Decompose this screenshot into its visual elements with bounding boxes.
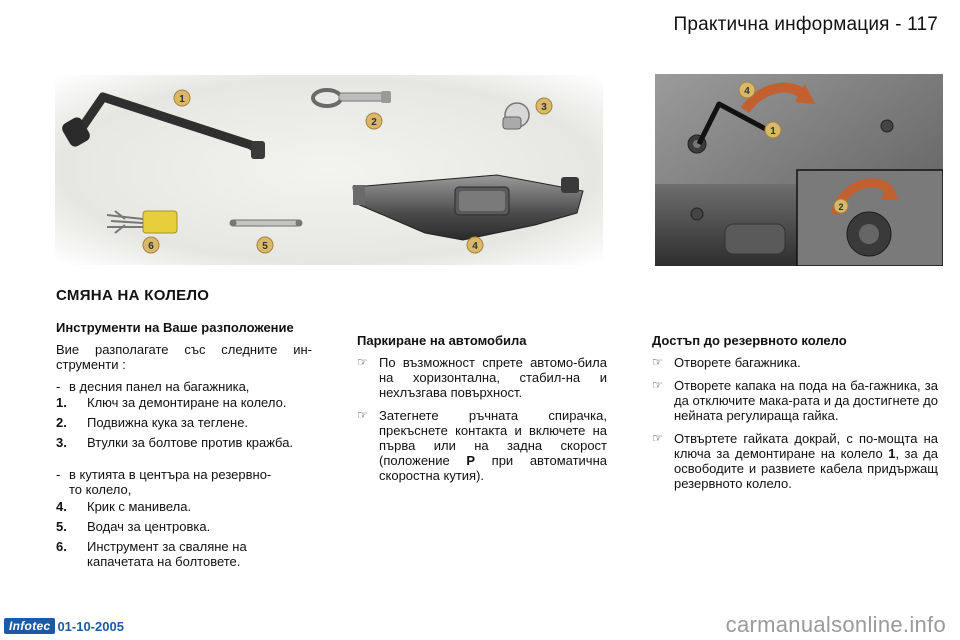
group-2-text-cont: то колело, xyxy=(69,482,132,497)
hand-pointer-icon: ☞ xyxy=(652,431,663,445)
centering-guide-icon xyxy=(230,220,303,227)
item-number: 6. xyxy=(56,539,67,554)
group-2-text: в кутията в центъра на резервно- xyxy=(69,467,272,482)
hand-pointer-icon: ☞ xyxy=(357,355,368,369)
item-number: 2. xyxy=(56,415,67,430)
bullet-item xyxy=(357,408,607,483)
tools-column xyxy=(56,320,312,574)
list-item xyxy=(56,539,312,569)
tools-drawing xyxy=(55,75,603,265)
item-text: Подвижна кука за теглене. xyxy=(87,415,249,430)
tools-intro: Вие разполагате със следните ин-струменти : xyxy=(56,342,312,372)
spare-wheel-heading: Достъп до резервното колело xyxy=(652,333,847,348)
bullet-text: Отворете капака на пода на ба-гажника, за да отключите мака-рата и да достигнете до нейната регулираща гайка. xyxy=(674,378,938,423)
bullet-item xyxy=(652,355,938,370)
item-text: Втулки за болтове против кражба. xyxy=(87,435,294,450)
group-1-intro xyxy=(56,379,312,394)
list-item xyxy=(56,499,312,514)
bullet-text xyxy=(674,431,938,491)
bullet-text-post: при автоматична скоростна кутия). xyxy=(379,453,607,483)
trunk-label-1: 1 xyxy=(770,126,776,137)
dash: - xyxy=(56,379,61,394)
tools-heading: Инструменти на Ваше разположение xyxy=(56,320,294,335)
group-2-intro xyxy=(56,467,312,482)
item-text: Ключ за демонтиране на колело. xyxy=(87,395,287,410)
parking-heading: Паркиране на автомобила xyxy=(357,333,527,348)
hand-pointer-icon: ☞ xyxy=(652,355,663,369)
wrench-number: 1 xyxy=(888,446,896,461)
item-number: 4. xyxy=(56,499,67,514)
item-text: Водач за центровка. xyxy=(87,519,211,534)
list-item xyxy=(56,395,312,410)
footer-date: 01-10-2005 xyxy=(57,618,124,634)
bullet-text: По възможност спрете автомо-била на хоризонтална, стабил-на и нехлъзгава повърхност. xyxy=(379,355,607,400)
bullet-text-post: , за да освободите и развиете кабела придържащ резервното колело. xyxy=(674,446,938,491)
bullet-text-pre: Отвъртете гайката докрай, с по-мощта на ключа за демонтиране на колело xyxy=(674,431,938,461)
bullet-text xyxy=(379,408,607,483)
hand-pointer-icon: ☞ xyxy=(357,408,368,422)
trunk-drawing xyxy=(655,74,943,266)
tool-label-2: 2 xyxy=(371,117,377,128)
item-number: 3. xyxy=(56,435,67,450)
section-title: СМЯНА НА КОЛЕЛО xyxy=(56,287,210,304)
gear-position-p: P xyxy=(466,453,476,468)
trunk-label-4: 4 xyxy=(744,86,750,97)
infotec-logo: Infotec xyxy=(4,618,55,634)
tool-label-4: 4 xyxy=(472,241,478,252)
list-item xyxy=(56,435,312,450)
footer xyxy=(4,618,124,634)
item-number: 1. xyxy=(56,395,67,410)
bullet-item xyxy=(652,431,938,491)
spare-wheel-column xyxy=(652,333,938,499)
bullet-text: Отворете багажника. xyxy=(674,355,801,370)
trunk-illustration xyxy=(655,74,943,266)
tool-label-5: 5 xyxy=(262,241,268,252)
group-1-text: в десния панел на багажника, xyxy=(69,379,250,394)
bullet-item xyxy=(652,378,938,423)
item-text: Инструмент за сваляне на капачетата на болтовете. xyxy=(87,539,247,569)
tool-label-1: 1 xyxy=(179,94,185,105)
item-text: Крик с манивела. xyxy=(87,499,192,514)
watermark: carmanualsonline.info xyxy=(725,612,946,637)
dash: - xyxy=(56,467,61,482)
list-item xyxy=(56,415,312,430)
bullet-item xyxy=(357,355,607,400)
trunk-label-2: 2 xyxy=(838,202,844,212)
hand-pointer-icon: ☞ xyxy=(652,378,663,392)
bullet-text-pre: Затегнете ръчната спирачка, прекъснете контакта и включете на първа или на задна скорост (положение xyxy=(379,408,607,468)
item-number: 5. xyxy=(56,519,67,534)
list-item xyxy=(56,519,312,534)
tools-illustration xyxy=(55,75,603,265)
page-header: Практична информация - 117 xyxy=(673,14,938,35)
tool-label-6: 6 xyxy=(148,241,154,252)
tool-label-3: 3 xyxy=(541,102,547,113)
parking-column xyxy=(357,333,607,491)
